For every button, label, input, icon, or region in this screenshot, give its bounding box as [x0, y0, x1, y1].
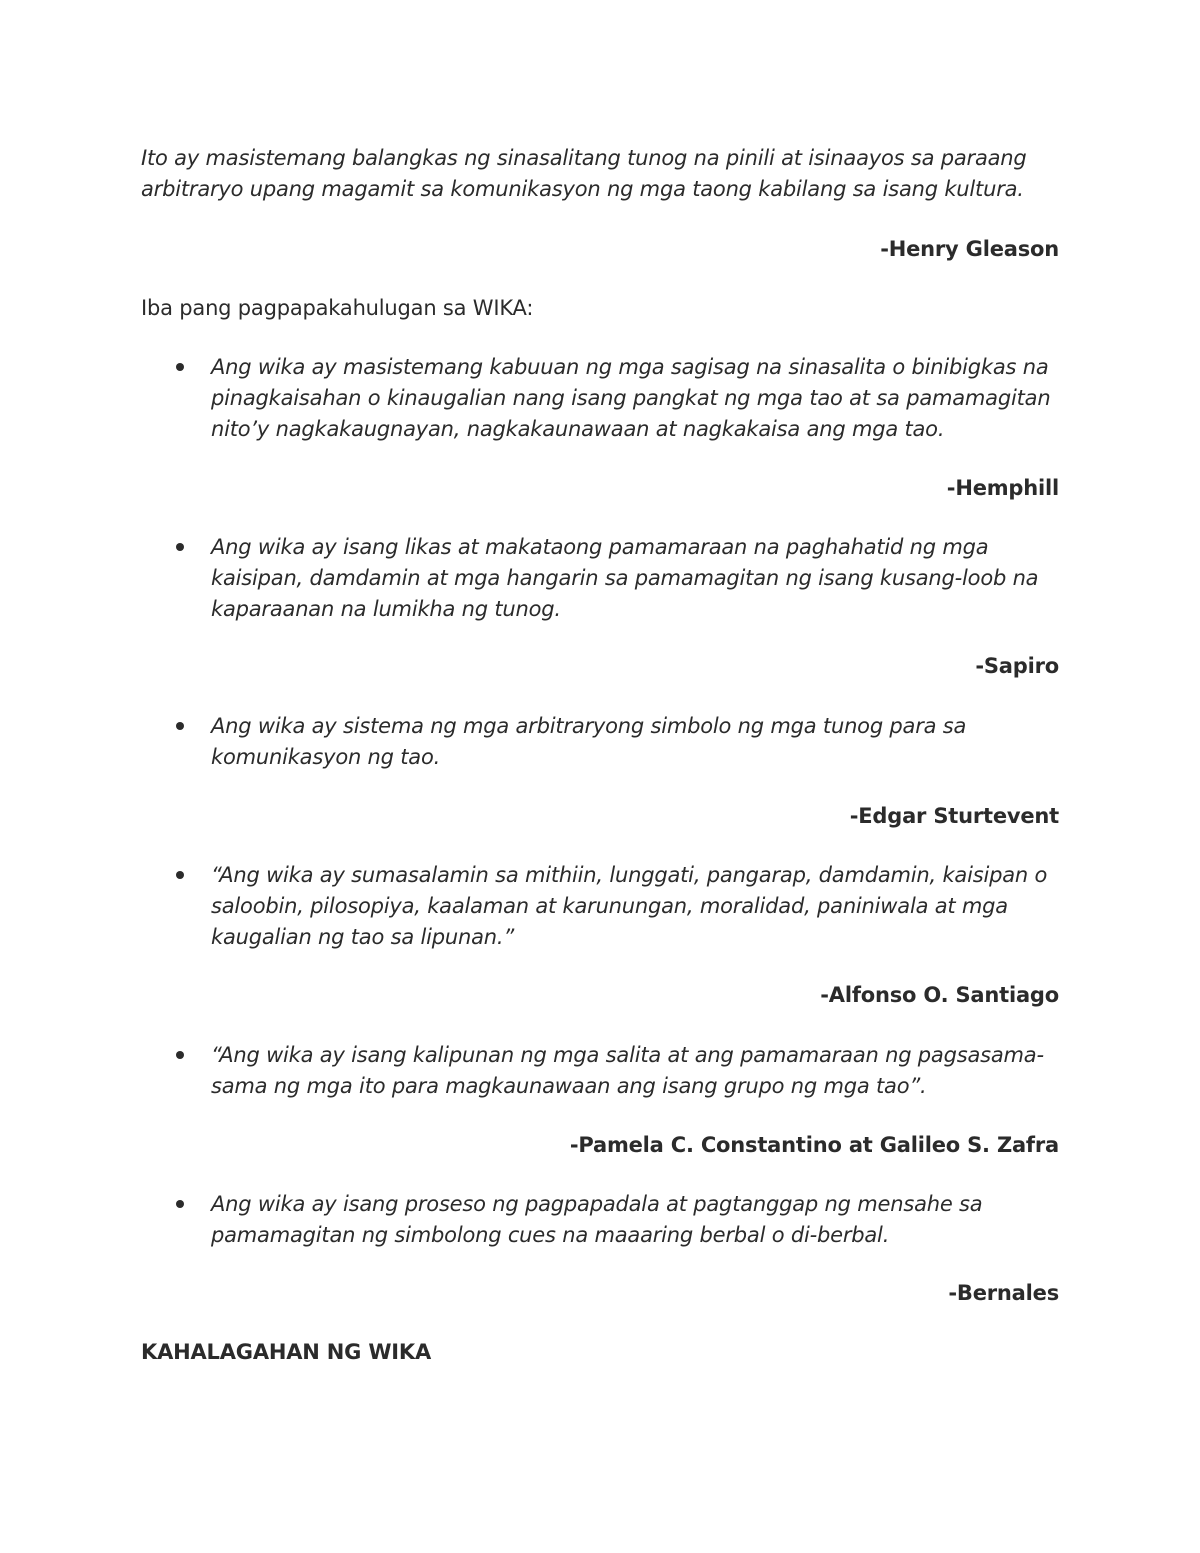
intro-definition: Ito ay masistemang balangkas ng sinasalitang tunog na pinili at isinaayos sa paraang arbitraryo upang magamit sa komunikasyon ng mga taong kabilang sa isang kultura. — [141, 146, 1027, 201]
bullet-icon — [176, 871, 184, 879]
definition-author: -Hemphill — [946, 476, 1059, 500]
bullet-icon — [176, 1200, 184, 1208]
section-heading: KAHALAGAHAN NG WIKA — [141, 1340, 432, 1364]
definition-text: Ang wika ay isang likas at makataong pamamaraan na paghahatid ng mga kaisipan, damdamin at mga hangarin sa pamamagitan ng isang kusang-loob na kaparaanan na lumikha ng tunog. — [211, 535, 1039, 621]
definition-author: -Pamela C. Constantino at Galileo S. Zafra — [569, 1133, 1059, 1157]
definition-author: -Alfonso O. Santiago — [820, 983, 1059, 1007]
bullet-icon — [176, 363, 184, 371]
definition-author: -Bernales — [948, 1281, 1059, 1305]
definition-text: “Ang wika ay sumasalamin sa mithiin, lunggati, pangarap, damdamin, kaisipan o saloobin, pilosopiya, kaalaman at karunungan, moralidad, paniniwala at mga kaugalian ng tao sa lipunan.” — [211, 863, 1048, 949]
intro-author: -Henry Gleason — [880, 237, 1059, 261]
definition-text: Ang wika ay masistemang kabuuan ng mga sagisag na sinasalita o binibigkas na pinagkaisahan o kinaugalian nang isang pangkat ng mga tao at sa pamamagitan nito’y nagkakaugnayan, nagkakaunawaan at nagkakaisa ang mga tao. — [211, 355, 1051, 441]
definition-author: -Edgar Sturtevent — [849, 804, 1059, 828]
definition-text: Ang wika ay isang proseso ng pagpapadala at pagtanggap ng mensahe sa pamamagitan ng simbolong cues na maaaring berbal o di-berbal. — [211, 1192, 983, 1247]
subheading: Iba pang pagpapakahulugan sa WIKA: — [141, 296, 534, 320]
bullet-icon — [176, 722, 184, 730]
definition-text: “Ang wika ay isang kalipunan ng mga salita at ang pamamaraan ng pagsasama-sama ng mga ito para magkaunawaan ang isang grupo ng mga tao”. — [211, 1043, 1044, 1098]
bullet-icon — [176, 543, 184, 551]
definition-author: -Sapiro — [975, 654, 1059, 678]
bullet-icon — [176, 1051, 184, 1059]
definition-text: Ang wika ay sistema ng mga arbitraryong simbolo ng mga tunog para sa komunikasyon ng tao. — [211, 714, 967, 769]
